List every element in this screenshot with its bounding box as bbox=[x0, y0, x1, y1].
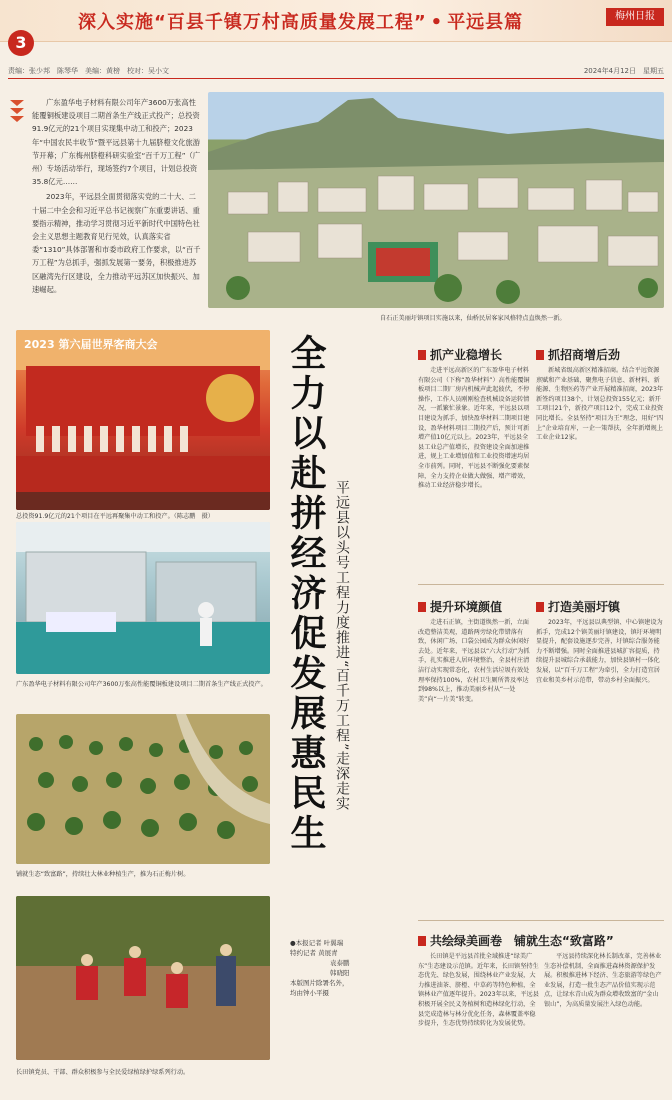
staff-line: 责编：张少邦 陈琴华 美编：黄榜 校对：吴小文 bbox=[8, 67, 169, 75]
byline-line: 袁泰鹏 bbox=[330, 959, 350, 967]
photo-caption: 长田镇党员、干部、群众积极参与全民爱绿植绿护绿系列行动。 bbox=[16, 1069, 190, 1076]
headline-text: 深入实施“百县千镇万村高质量发展工程” bbox=[78, 12, 427, 33]
section-heading: 打造美丽圩镇 bbox=[536, 598, 620, 615]
lead-paragraph: 广东盈华电子材料有限公司年产3600万张高性能覆铜板建设项目二期首条生产线正式投产；总投资91.9亿元的21个项目实现集中动工和投产；2023年“中国农民丰收节”暨平远县第十九届脐橙文化旅游节开幕；广东梅州脐橙科研实验室“百千万工程”（广州）专场活动举行，现场签约7个项目，计划总投资35.8亿元…… bbox=[32, 98, 201, 187]
tree-planting-photo bbox=[16, 896, 270, 1060]
body-column: 新城省级高新区精准招商。结合平远资源禀赋和产业基础，聚焦电子信息、新材料、新能源、生物医药等产业开展精准招商，2023年新签约项目38个，计划总投资155亿元；新开工项目21个，新投产项目12个，完成工业投资同比增长。全县坚持“项目为王”理念，用好“四上”企业培育库，一企一策帮扶，全年新增规上工业企业12家。 bbox=[536, 367, 664, 442]
byline-line: 韩晓阳 bbox=[330, 969, 350, 977]
factory-photo bbox=[16, 522, 270, 674]
photo-caption: 总投资91.9亿元的21个项目在平远再聚集中动工和投产。（陈志鹏 摄） bbox=[16, 513, 214, 520]
page-number: 3 bbox=[8, 30, 34, 56]
main-title: 全力以赴拼经济促发展惠民生 bbox=[285, 334, 327, 854]
byline-line: 本版图片除署名外， bbox=[290, 979, 349, 987]
page-headline bbox=[78, 8, 523, 34]
lead-text bbox=[32, 96, 202, 298]
section-heading: 抓产业稳增长 bbox=[418, 346, 502, 363]
photo-caption: 自石正美丽圩镇项目实施以来，仙桥民居客家风格特点直焕然一新。 bbox=[380, 315, 566, 322]
body-column: 2023年，平远县以典型镇、中心镇建设为抓手，完成12个镇美丽圩镇建设，镇圩环境明显提升，配套设施逐步完善，圩镇综合服务能力不断增强。同时全面推进县城扩容提质，持续提升县城综合承载能力，加快县镇村一体化发展，以“百千万工程”为牵引，全力打造宜居宜业和美乡村示范带，带动乡村全面振兴。 bbox=[536, 619, 663, 684]
sub-title: 平远县以头号工程力度推进“百千万工程”走深走实 bbox=[334, 480, 350, 812]
section-heading: 共绘绿美画卷 铺就生态“致富路” bbox=[418, 932, 614, 949]
newspaper-logo: 梅州日报 bbox=[606, 8, 664, 26]
byline-line: ●本报记者 叶翼瑞 bbox=[290, 939, 344, 947]
byline-line: 均由钟小平摄 bbox=[290, 989, 329, 997]
byline bbox=[290, 938, 366, 998]
page-meta bbox=[8, 66, 664, 79]
orchard-photo bbox=[16, 714, 270, 864]
banner-text: 2023 第六届世界客商大会 bbox=[24, 338, 158, 351]
divider bbox=[418, 584, 664, 585]
body-column: 走进平远高新区的广东盈华电子材料有限公司（下称“盈华材料”）高性能覆铜板项目二期厂房内机械声此起彼伏，不停操作，工作人员刚刚检查机械设备运转情况，一派繁忙景象。近年来，平远县以项目建设为抓手，加快盈华材料二期项目建设，盈华材料项目二期投产后，预计可新增产值10亿元以上。2023年，平远县全县工业总产值增长，投资建设全面加速推进，规上工业增加值和工业投资增速均居全市前列。同时，平远县不断强化要素保障，全力支持企业做大做强、增产增效，推动工业经济稳步增长。 bbox=[418, 367, 530, 490]
header-band bbox=[0, 0, 672, 42]
body-column: 走进石正镇，主街道焕然一新，立面改造整洁美观，道路两旁绿化带错落有致，休闲广场、口袋公园成为群众休闲好去处。近年来，平远县以“六大行动”为抓手，扎实推进人居环境整治，全县村庄清洁行动实现常态化，农村生活垃圾有效处理率保持100%，农村卫生厕所普及率达到98%以上，推动美丽乡村从“一处美”向“一片美”转变。 bbox=[418, 619, 530, 703]
byline-line: 特约记者 黄展青 bbox=[290, 949, 338, 957]
date-line: 2024年4月12日 星期五 bbox=[583, 67, 664, 75]
section-heading: 抓招商增后劲 bbox=[536, 346, 620, 363]
village-photo bbox=[208, 92, 664, 308]
divider bbox=[418, 920, 664, 921]
photo-caption: 铺就生态“致富路”，持续壮大林业种植生产，推为石正梅片树。 bbox=[16, 871, 190, 878]
chevron-decoration-icon bbox=[8, 98, 26, 124]
ceremony-photo bbox=[16, 330, 270, 510]
section-heading: 提升环境颜值 bbox=[418, 598, 502, 615]
body-column: 平远县持续深化林长制改革，完善林业生态补偿机制，全面推进森林资源保护发展。积极推进林下经济、生态旅游等绿色产业发展，打造一批生态产品价值实现示范点，让绿水青山成为群众增收致富的“金山银山”，为高质量发展注入绿色动能。 bbox=[544, 953, 662, 1008]
body-column: 长田镇是平远县首批全域推进“绿美广东”生态建设示范镇。近年来，长田镇坚持生态优先、绿色发展，围绕林业产业发展，大力推进油茶、脐橙、中草药等特色种植，全镇林业产值逐年提升。2023年以来，平远县积极开展全民义务植树和造林绿化行动，全县完成造林与林分优化任务，森林覆盖率稳步提升，生态优势持续转化为发展优势。 bbox=[418, 953, 539, 1028]
photo-caption: 广东盈华电子材料有限公司年产3600万张高性能覆铜板建设项目二期首条生产线正式投产。 bbox=[16, 681, 267, 688]
headline-dot: • bbox=[430, 12, 444, 33]
headline-section: 平远县篇 bbox=[447, 12, 524, 33]
lead-paragraph: 2023年，平远县全面贯彻落实党的二十大、二十届二中全会和习近平总书记视察广东重要讲话、重要指示精神，推动学习贯彻习近平新时代中国特色社会主义思想主题教育见行见效，认真落实省委“1310”具体部署和市委市政府工作要求，以“百千万工程”为总抓手，强抓发展第一要务，积极推进苏区融湾先行区建设，全力推动平远苏区加快振兴、加速崛起。 bbox=[32, 192, 201, 294]
